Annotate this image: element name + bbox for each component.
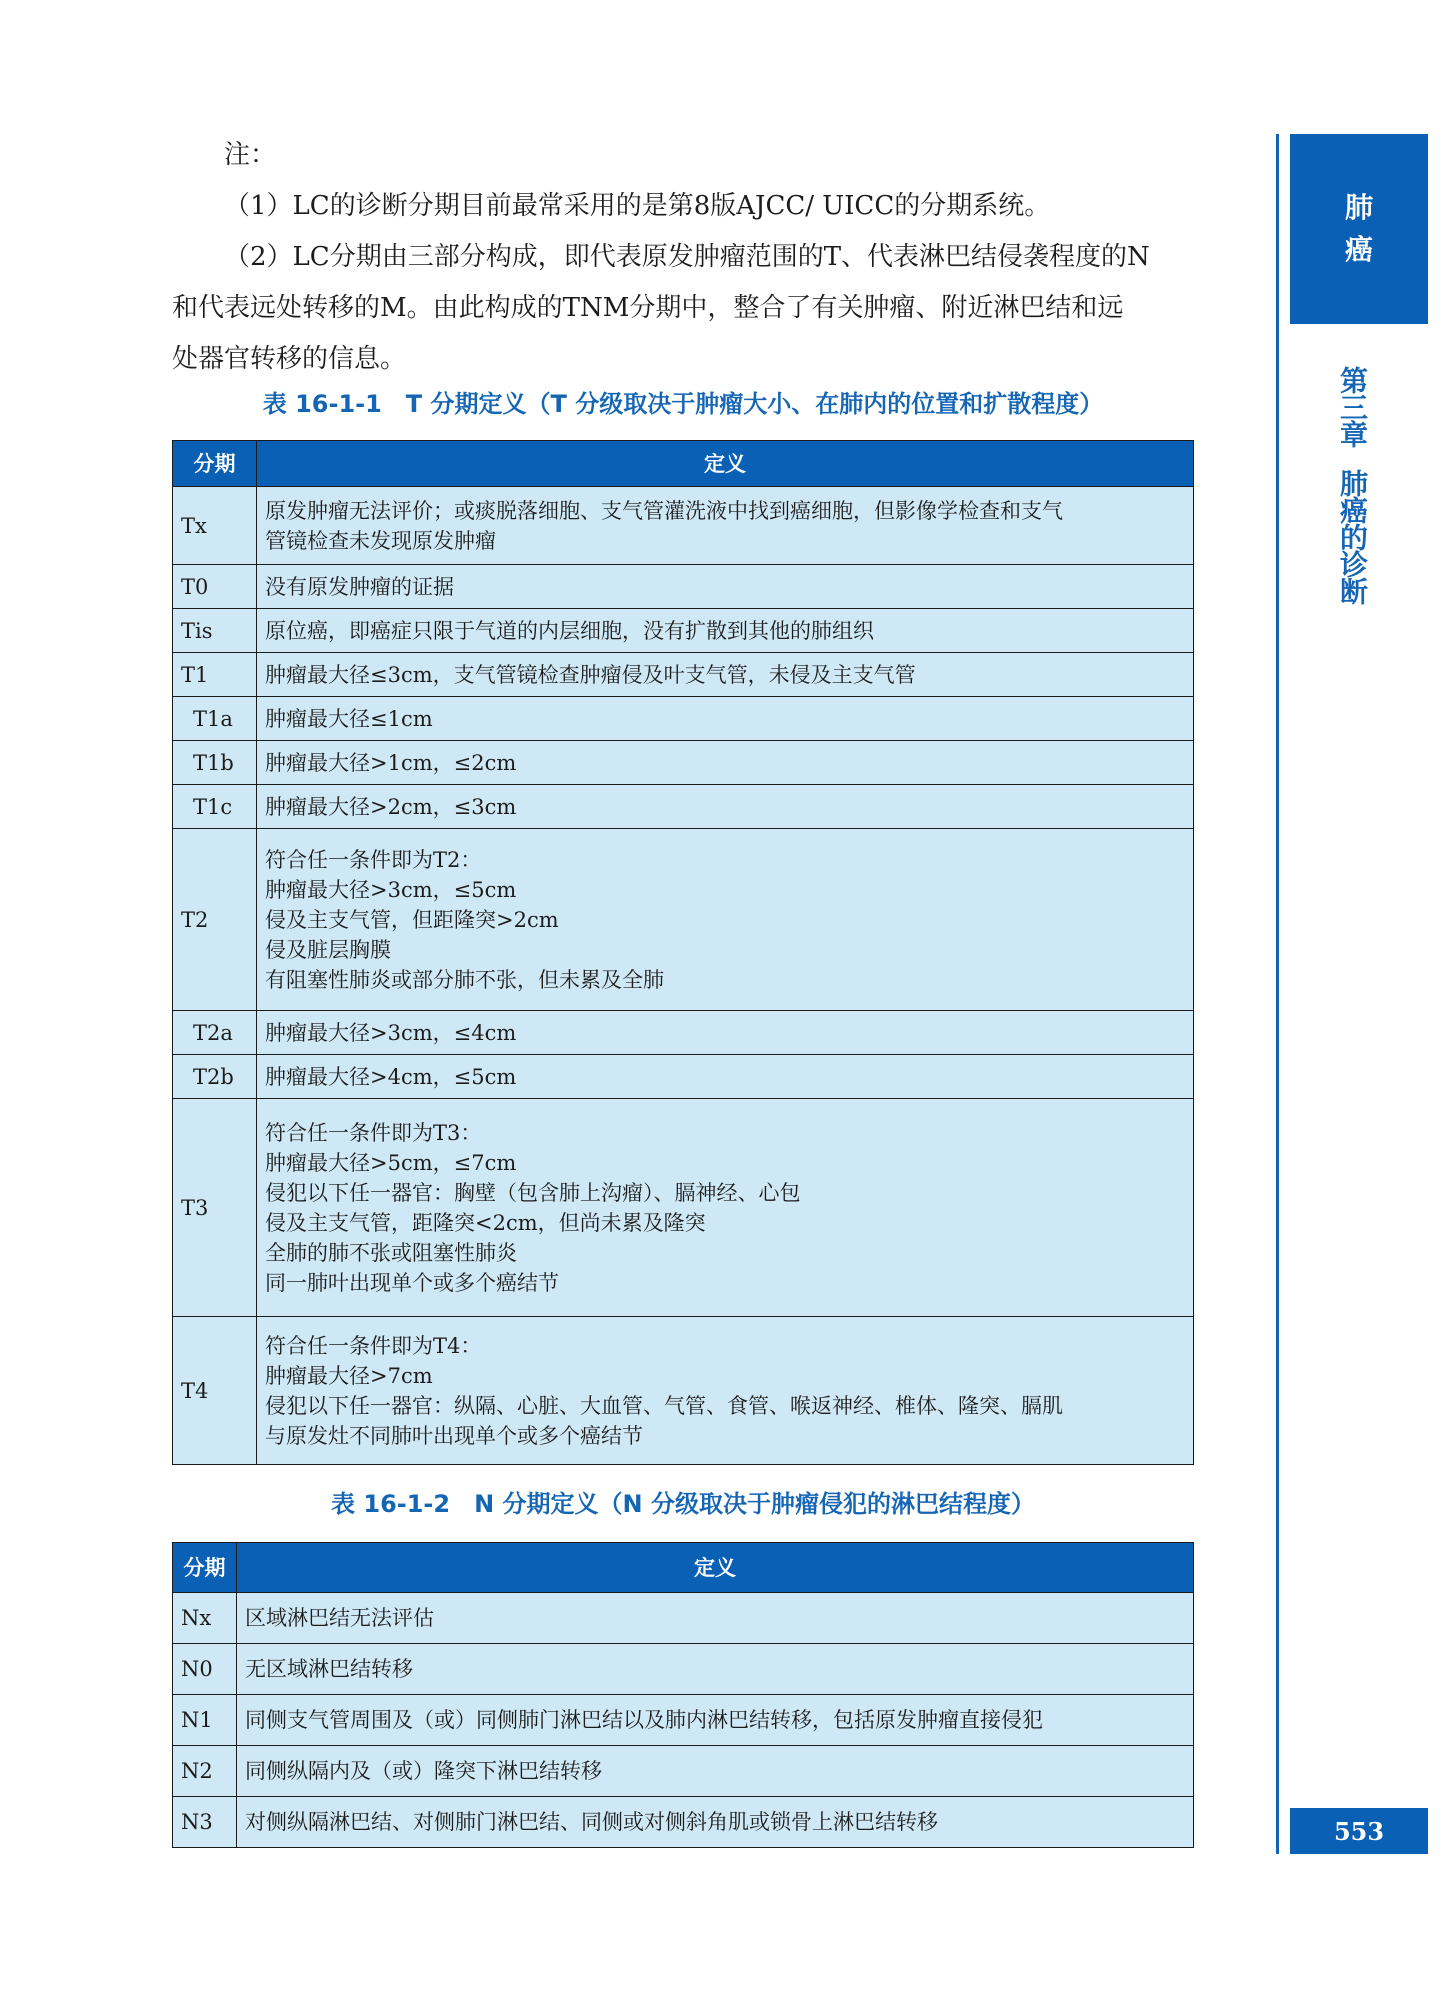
stage-definition <box>257 565 1194 609</box>
definition-line: 同侧纵隔内及（或）隆突下淋巴结转移 <box>245 1759 602 1783</box>
stage-definition <box>257 609 1194 653</box>
page-number: 553 <box>1290 1808 1428 1854</box>
table-row <box>173 653 1194 697</box>
definition-line: 侵及主支气管，距隆突<2cm，但尚未累及隆突 <box>265 1210 706 1235</box>
definition-line: 肿瘤最大径≤1cm <box>265 706 433 731</box>
stage-code: T1a <box>173 697 257 741</box>
definition-line: 肿瘤最大径>3cm，≤4cm <box>265 1020 517 1045</box>
stage-definition <box>257 653 1194 697</box>
stage-code: T0 <box>173 565 257 609</box>
table-row <box>173 1593 1194 1644</box>
note-item-2-line-1: （2）LC分期由三部分构成，即代表原发肿瘤范围的T、代表淋巴结侵袭程度的N <box>224 242 1150 272</box>
definition-line: 符合任一条件即为T3： <box>265 1120 482 1145</box>
definition-line: 侵及主支气管，但距隆突>2cm <box>265 907 559 932</box>
stage-definition <box>257 785 1194 829</box>
definition-line: 同一肺叶出现单个或多个癌结节 <box>265 1270 559 1295</box>
table-row <box>173 1011 1194 1055</box>
stage-code: T1b <box>173 741 257 785</box>
table-t-caption: 表 16-1-1 T 分期定义（T 分级取决于肿瘤大小、在肺内的位置和扩散程度） <box>262 390 1104 418</box>
stage-definition <box>237 1593 1194 1644</box>
stage-definition <box>257 487 1194 565</box>
definition-line: 肿瘤最大径>1cm，≤2cm <box>265 750 517 775</box>
definition-line: 原发肿瘤无法评价；或痰脱落细胞、支气管灌洗液中找到癌细胞，但影像学检查和支气 <box>265 498 1063 523</box>
chapter-title: 肺癌的诊断 <box>1336 469 1369 604</box>
table-row <box>173 1055 1194 1099</box>
definition-line: 侵及脏层胸膜 <box>265 937 391 962</box>
table-row <box>173 1644 1194 1695</box>
definition-line: 有阻塞性肺炎或部分肺不张，但未累及全肺 <box>265 967 664 992</box>
t-stage-table <box>172 440 1194 1465</box>
definition-line: 全肺的肺不张或阻塞性肺炎 <box>265 1240 517 1265</box>
stage-code: N0 <box>173 1644 237 1695</box>
stage-definition <box>237 1797 1194 1848</box>
table-row <box>173 1317 1194 1465</box>
header-stage: 分期 <box>173 441 257 487</box>
header-definition: 定义 <box>237 1543 1194 1593</box>
margin-rule <box>1276 134 1279 1854</box>
note-item-1: （1）LC的诊断分期目前最常采用的是第8版AJCC/ UICC的分期系统。 <box>224 191 1051 221</box>
definition-line: 无区域淋巴结转移 <box>245 1657 413 1681</box>
table-row <box>173 1695 1194 1746</box>
header-definition: 定义 <box>257 441 1194 487</box>
stage-code: Tis <box>173 609 257 653</box>
table-row <box>173 609 1194 653</box>
stage-definition <box>237 1746 1194 1797</box>
definition-line: 肿瘤最大径>5cm，≤7cm <box>265 1150 517 1175</box>
table-header-row <box>173 441 1194 487</box>
stage-definition <box>237 1695 1194 1746</box>
table-row <box>173 565 1194 609</box>
stage-definition <box>257 1317 1194 1465</box>
definition-line: 侵犯以下任一器官：纵隔、心脏、大血管、气管、食管、喉返神经、椎体、隆突、膈肌 <box>265 1393 1063 1418</box>
definition-line: 同侧支气管周围及（或）同侧肺门淋巴结以及肺内淋巴结转移，包括原发肿瘤直接侵犯 <box>245 1708 1043 1732</box>
stage-code: N1 <box>173 1695 237 1746</box>
table-row <box>173 1099 1194 1317</box>
table-row <box>173 487 1194 565</box>
definition-line: 原位癌，即癌症只限于气道的内层细胞，没有扩散到其他的肺组织 <box>265 618 874 643</box>
note-item-2-line-2: 和代表远处转移的M。由此构成的TNM分期中，整合了有关肿瘤、附近淋巴结和远 <box>172 293 1124 323</box>
definition-line: 肿瘤最大径≤3cm，支气管镜检查肿瘤侵及叶支气管，未侵及主支气管 <box>265 662 916 687</box>
section-tab-char-1: 肺 <box>1344 191 1373 224</box>
table-header-row <box>173 1543 1194 1593</box>
stage-definition <box>257 1055 1194 1099</box>
stage-code: T1c <box>173 785 257 829</box>
chapter-running-head <box>1328 366 1372 604</box>
definition-line: 区域淋巴结无法评估 <box>245 1606 434 1630</box>
definition-line: 符合任一条件即为T2： <box>265 847 482 872</box>
stage-definition <box>257 741 1194 785</box>
section-tab-char-2: 癌 <box>1344 233 1373 266</box>
definition-line: 对侧纵隔淋巴结、对侧肺门淋巴结、同侧或对侧斜角肌或锁骨上淋巴结转移 <box>245 1810 938 1834</box>
table-row <box>173 1797 1194 1848</box>
notes-label: 注： <box>224 140 277 170</box>
stage-definition <box>257 697 1194 741</box>
stage-code: T4 <box>173 1317 257 1465</box>
definition-line: 没有原发肿瘤的证据 <box>265 574 454 599</box>
table-row <box>173 1746 1194 1797</box>
table-row <box>173 741 1194 785</box>
stage-code: N3 <box>173 1797 237 1848</box>
definition-line: 符合任一条件即为T4： <box>265 1333 482 1358</box>
definition-line: 肿瘤最大径>2cm，≤3cm <box>265 794 517 819</box>
table-row <box>173 829 1194 1011</box>
notes-block <box>172 130 1194 385</box>
table-n-caption: 表 16-1-2 N 分期定义（N 分级取决于肿瘤侵犯的淋巴结程度） <box>331 1490 1035 1518</box>
stage-definition <box>237 1644 1194 1695</box>
definition-line: 肿瘤最大径>7cm <box>265 1363 433 1388</box>
definition-line: 与原发灶不同肺叶出现单个或多个癌结节 <box>265 1423 643 1448</box>
stage-definition <box>257 1099 1194 1317</box>
stage-code: Tx <box>173 487 257 565</box>
stage-definition <box>257 1011 1194 1055</box>
definition-line: 肿瘤最大径>4cm，≤5cm <box>265 1064 517 1089</box>
stage-code: T3 <box>173 1099 257 1317</box>
note-item-2-line-3: 处器官转移的信息。 <box>172 344 407 374</box>
stage-code: T1 <box>173 653 257 697</box>
table-row <box>173 785 1194 829</box>
stage-code: N2 <box>173 1746 237 1797</box>
header-stage: 分期 <box>173 1543 237 1593</box>
stage-definition <box>257 829 1194 1011</box>
definition-line: 肿瘤最大径>3cm，≤5cm <box>265 877 517 902</box>
n-stage-table <box>172 1542 1194 1848</box>
stage-code: T2a <box>173 1011 257 1055</box>
definition-line: 管镜检查未发现原发肿瘤 <box>265 528 496 553</box>
table-row <box>173 697 1194 741</box>
stage-code: T2 <box>173 829 257 1011</box>
section-tab <box>1290 134 1428 324</box>
chapter-number: 第三章 <box>1336 366 1369 447</box>
stage-code: Nx <box>173 1593 237 1644</box>
definition-line: 侵犯以下任一器官：胸壁（包含肺上沟瘤）、膈神经、心包 <box>265 1180 801 1205</box>
stage-code: T2b <box>173 1055 257 1099</box>
